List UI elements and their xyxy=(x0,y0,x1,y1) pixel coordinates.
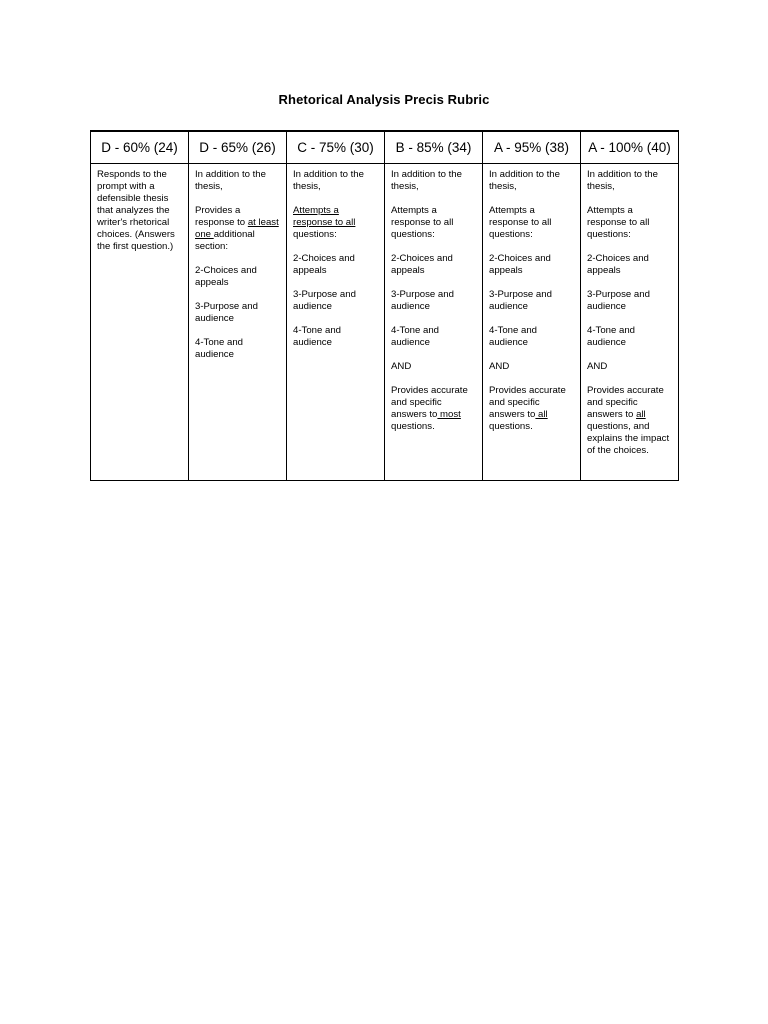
criteria-text: In addition to the thesis, xyxy=(293,169,364,192)
criteria-paragraph xyxy=(489,385,576,433)
criteria-paragraph xyxy=(587,205,674,241)
criteria-paragraph xyxy=(195,169,282,193)
page-title: Rhetorical Analysis Precis Rubric xyxy=(278,92,490,107)
criteria-paragraph xyxy=(587,385,674,457)
grade-criteria-cell xyxy=(287,164,385,481)
criteria-text: AND xyxy=(587,361,608,372)
criteria-text: 4-Tone and audience xyxy=(391,325,440,348)
criteria-paragraph xyxy=(293,205,380,241)
underlined-text: all xyxy=(636,409,646,420)
grade-criteria-cell xyxy=(91,164,189,481)
criteria-text: 4-Tone and audience xyxy=(195,337,244,360)
criteria-text: Responds to the prompt with a defensible thesis that analyzes the writer's rhetorical choices. (Answers the first question.) xyxy=(97,169,175,252)
criteria-text: Attempts a response to all questions: xyxy=(391,205,454,240)
criteria-paragraph xyxy=(293,169,380,193)
criteria-paragraph xyxy=(489,169,576,193)
criteria-paragraph xyxy=(489,205,576,241)
criteria-text: 2-Choices and appeals xyxy=(195,265,257,288)
rubric-table xyxy=(90,130,679,481)
criteria-text: AND xyxy=(391,361,412,372)
rubric-header-row xyxy=(91,131,679,164)
criteria-paragraph xyxy=(391,289,478,313)
criteria-text: 3-Purpose and audience xyxy=(489,289,552,312)
criteria-paragraph xyxy=(489,289,576,313)
criteria-text: questions. xyxy=(391,421,435,432)
criteria-paragraph xyxy=(587,253,674,277)
criteria-text: 3-Purpose and audience xyxy=(293,289,356,312)
criteria-text: 3-Purpose and audience xyxy=(391,289,454,312)
grade-level-header: C - 75% (30) xyxy=(287,131,385,164)
criteria-text: additional section: xyxy=(195,229,255,252)
criteria-paragraph xyxy=(195,337,282,361)
criteria-text: Attempts a response to all questions: xyxy=(489,205,552,240)
grade-criteria-cell xyxy=(483,164,581,481)
criteria-paragraph xyxy=(195,265,282,289)
criteria-text: Provides a response to xyxy=(195,205,248,228)
criteria-text: In addition to the thesis, xyxy=(391,169,462,192)
criteria-text: 3-Purpose and audience xyxy=(195,301,258,324)
criteria-paragraph xyxy=(195,205,282,253)
criteria-text: 4-Tone and audience xyxy=(587,325,636,348)
criteria-text: 2-Choices and appeals xyxy=(489,253,551,276)
criteria-text: questions. xyxy=(489,421,533,432)
criteria-paragraph xyxy=(97,169,184,253)
criteria-text: 2-Choices and appeals xyxy=(391,253,453,276)
criteria-paragraph xyxy=(587,289,674,313)
grade-criteria-cell xyxy=(581,164,679,481)
criteria-text: 2-Choices and appeals xyxy=(587,253,649,276)
criteria-paragraph xyxy=(293,253,380,277)
criteria-paragraph xyxy=(391,205,478,241)
criteria-text: In addition to the thesis, xyxy=(587,169,658,192)
grade-level-header: A - 95% (38) xyxy=(483,131,581,164)
criteria-text: In addition to the thesis, xyxy=(195,169,266,192)
criteria-text: 3-Purpose and audience xyxy=(587,289,650,312)
underlined-text: at least one xyxy=(195,217,279,240)
criteria-paragraph xyxy=(391,325,478,349)
criteria-paragraph xyxy=(391,169,478,193)
criteria-paragraph xyxy=(293,325,380,349)
criteria-paragraph xyxy=(587,169,674,193)
criteria-paragraph xyxy=(195,301,282,325)
criteria-text: 2-Choices and appeals xyxy=(293,253,355,276)
criteria-paragraph xyxy=(293,289,380,313)
criteria-paragraph xyxy=(587,361,674,373)
criteria-paragraph xyxy=(391,253,478,277)
criteria-paragraph xyxy=(489,325,576,349)
criteria-paragraph xyxy=(391,361,478,373)
criteria-paragraph xyxy=(489,253,576,277)
criteria-text: questions, and explains the impact of the choices. xyxy=(587,421,670,456)
underlined-text: most xyxy=(437,409,461,420)
underlined-text: all xyxy=(535,409,548,420)
criteria-paragraph xyxy=(587,325,674,349)
criteria-text: Provides accurate and specific xyxy=(391,385,468,408)
criteria-paragraph xyxy=(489,361,576,373)
criteria-paragraph xyxy=(391,385,478,433)
criteria-text: 4-Tone and audience xyxy=(293,325,342,348)
grade-level-header: D - 65% (26) xyxy=(189,131,287,164)
criteria-text: 4-Tone and audience xyxy=(489,325,538,348)
criteria-text: questions: xyxy=(293,229,337,240)
grade-level-header: A - 100% (40) xyxy=(581,131,679,164)
underlined-text: Attempts a response to all xyxy=(293,205,356,228)
criteria-text: Provides accurate and specific answers to xyxy=(489,385,566,420)
criteria-text: Attempts a response to all questions: xyxy=(587,205,650,240)
criteria-text: In addition to the thesis, xyxy=(489,169,560,192)
criteria-text: AND xyxy=(489,361,510,372)
grade-criteria-cell xyxy=(385,164,483,481)
criteria-text: Provides accurate and specific answers to xyxy=(587,385,664,420)
grade-criteria-cell xyxy=(189,164,287,481)
criteria-text: answers to xyxy=(391,409,438,420)
grade-level-header: B - 85% (34) xyxy=(385,131,483,164)
grade-level-header: D - 60% (24) xyxy=(91,131,189,164)
rubric-criteria-row xyxy=(91,164,679,481)
